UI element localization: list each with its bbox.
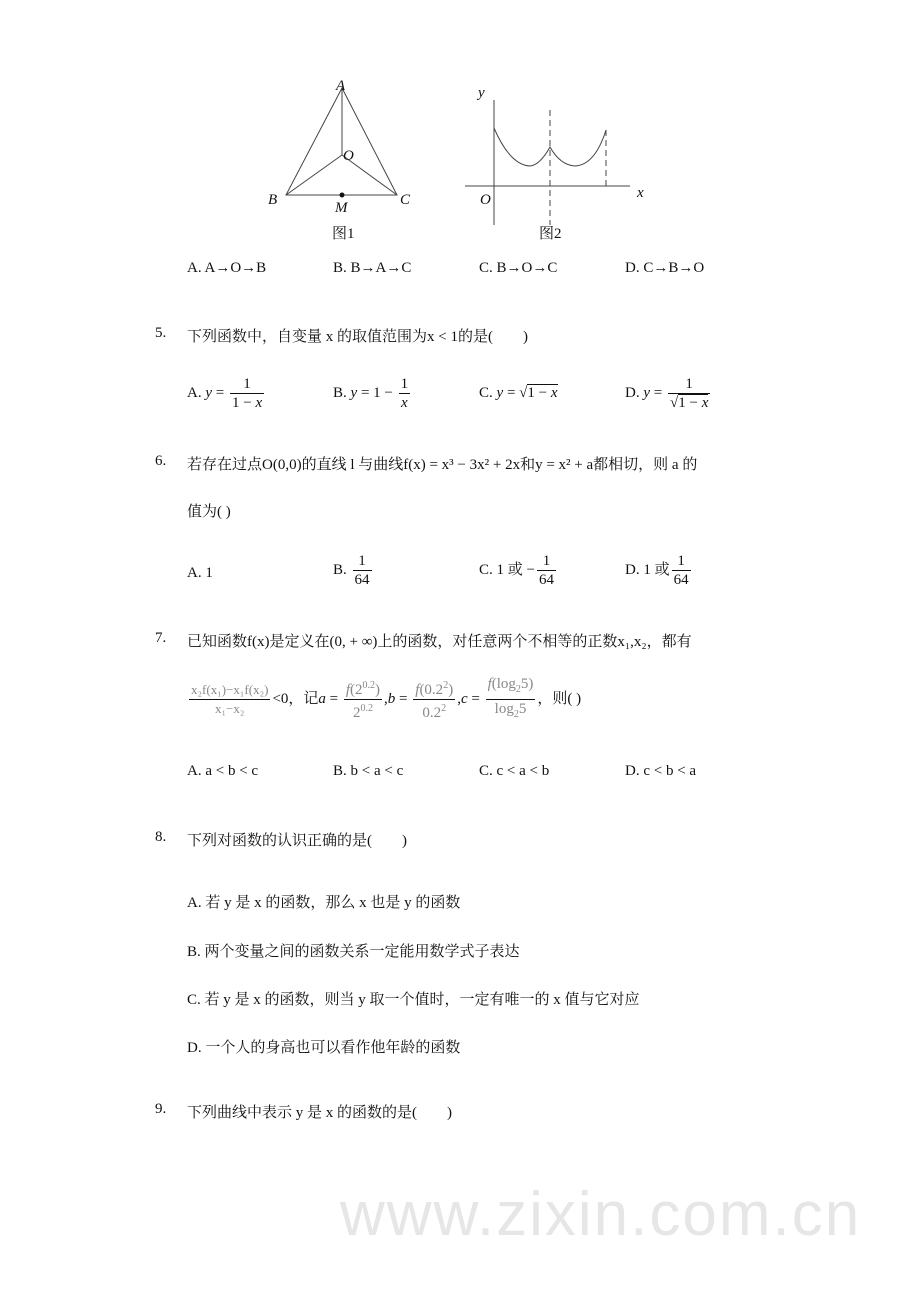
- label-x: x: [637, 185, 644, 201]
- q5-option-d[interactable]: D. y = $\frac{1}{√1 - x}$: [625, 376, 709, 411]
- q6-number: 6.: [155, 453, 167, 469]
- q6-stem: 若存在过点O(0,0)的直线 l 与曲线f(x) = x³ − 3x² + 2x和y = x² + a都相切，则 a 的: [187, 457, 698, 473]
- label-c: C: [400, 192, 411, 208]
- q4-option-b[interactable]: B. B→A→C: [333, 260, 412, 276]
- q8-number: 8.: [155, 829, 167, 845]
- q4-option-d[interactable]: D. C→B→O: [625, 260, 705, 276]
- point-m: [340, 193, 345, 198]
- q6-stem-2: 值为( ): [187, 504, 231, 520]
- q6-option-a[interactable]: A. 1: [187, 565, 213, 581]
- label-origin: O: [480, 192, 491, 208]
- q7-option-b[interactable]: B. b < a < c: [333, 763, 404, 779]
- q8-option-c[interactable]: C. 若 y 是 x 的函数，则当 y 取一个值时，一定有唯一的 x 值与它对应: [187, 992, 640, 1008]
- label-m: M: [335, 200, 348, 216]
- q9-number: 9.: [155, 1101, 167, 1117]
- label-y: y: [478, 85, 485, 101]
- watermark: www.zixin.com.cn: [340, 1180, 862, 1249]
- label-b: B: [268, 192, 278, 208]
- q8-stem: 下列对函数的认识正确的是( ): [187, 833, 407, 849]
- q7-condition: $\frac{\text{x₂f(x₁)−x₁f(x₂)}}{\text{x₁−x₂}}$ <0，记a = $\frac{f(2^{0.2})}{2^{0.2}}$ ,b = $\frac{f(0.2^2)}{0.2^2}$ ,c = $\frac{f(\log_25)}{\log_25}$ ，则( ): [191, 676, 582, 721]
- figures: [260, 75, 660, 245]
- figure-1-triangle: [286, 88, 397, 195]
- q5-stem: 下列函数中，自变量 x 的取值范围为x < 1的是( ): [187, 329, 528, 345]
- label-a: A: [336, 78, 346, 94]
- q6-option-b[interactable]: B. $\frac{1}{64}$: [333, 553, 370, 588]
- q6-option-d[interactable]: D. 1 或 $\frac{1}{64}$: [625, 553, 689, 588]
- q5-option-a[interactable]: A. y = $\frac{1}{1 - x}$: [187, 376, 263, 411]
- label-o: O: [343, 148, 354, 164]
- q7-number: 7.: [155, 630, 167, 646]
- q7-option-d[interactable]: D. c < b < a: [625, 763, 697, 779]
- q6-option-c[interactable]: C. 1 或 − $\frac{1}{64}$: [479, 553, 554, 588]
- q5-number: 5.: [155, 325, 167, 341]
- q8-option-b[interactable]: B. 两个变量之间的函数关系一定能用数学式子表达: [187, 944, 520, 960]
- q4-option-c[interactable]: C. B→O→C: [479, 260, 558, 276]
- q4-option-a[interactable]: A. A→O→B: [187, 260, 267, 276]
- fig1-caption: 图1: [332, 226, 355, 242]
- q7-option-a[interactable]: A. a < b < c: [187, 763, 259, 779]
- q8-option-a[interactable]: A. 若 y 是 x 的函数，那么 x 也是 y 的函数: [187, 895, 461, 911]
- fig2-caption: 图2: [539, 226, 562, 242]
- q5-option-c[interactable]: C. y = √1 − x: [479, 385, 558, 401]
- q9-stem: 下列曲线中表示 y 是 x 的函数的是( ): [187, 1105, 452, 1121]
- q8-option-d[interactable]: D. 一个人的身高也可以看作他年龄的函数: [187, 1040, 461, 1056]
- q5-option-b[interactable]: B. y = 1 − $\frac{1}{x}$: [333, 376, 409, 411]
- q7-stem: 已知函数f(x)是定义在(0, + ∞)上的函数，对任意两个不相等的正数x₁,x₂，都有: [187, 634, 692, 650]
- q7-option-c[interactable]: C. c < a < b: [479, 763, 550, 779]
